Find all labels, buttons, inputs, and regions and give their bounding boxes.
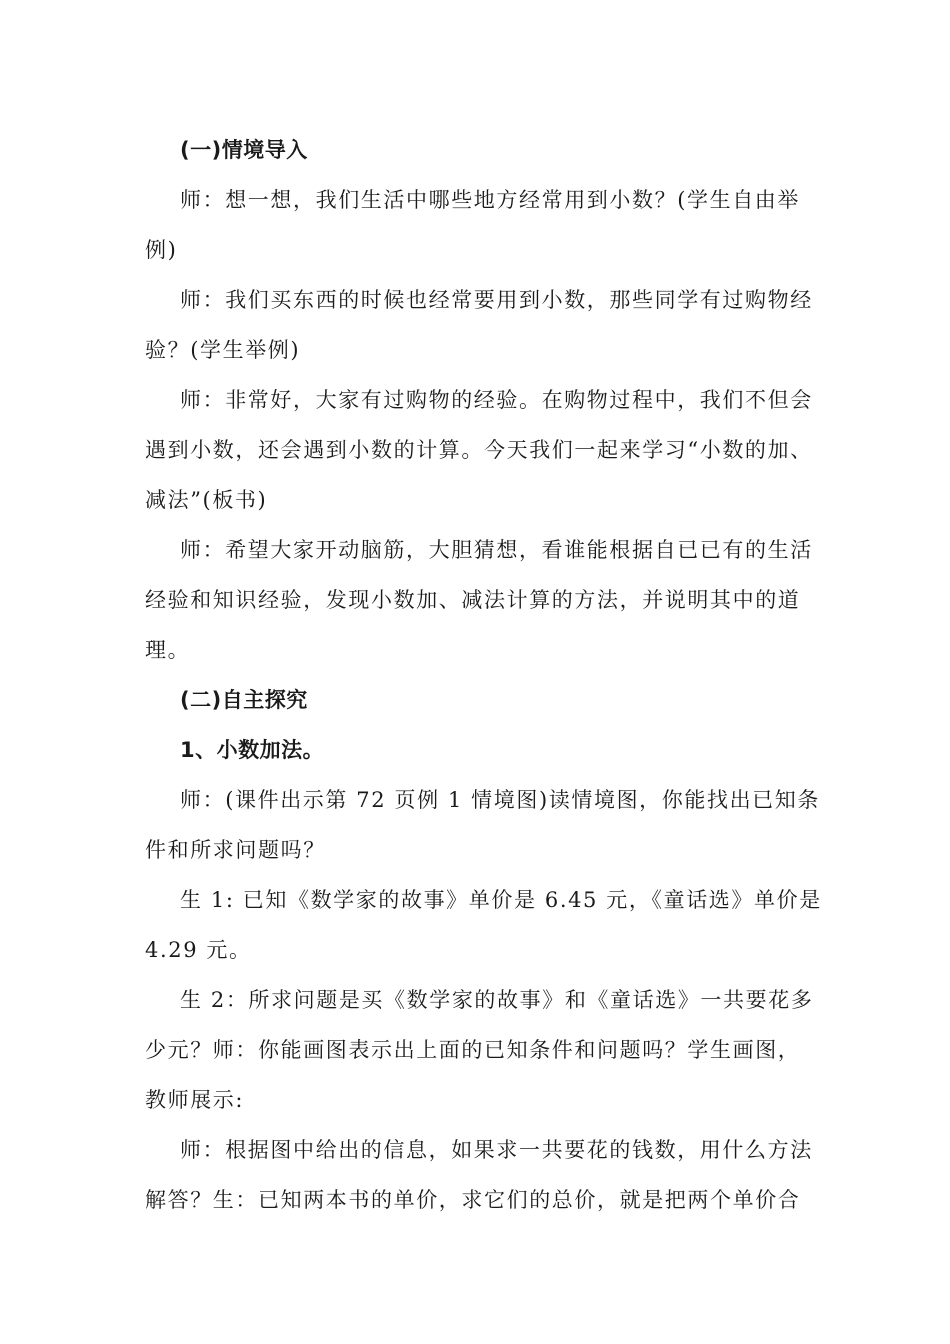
text-line: 遇到小数，还会遇到小数的计算。今天我们一起来学习“小数的加、 xyxy=(145,438,813,462)
text-line: 生 1: 已知《数学家的故事》单价是 6.45 元，《童话选》单价是 xyxy=(180,888,822,912)
document-page xyxy=(145,125,822,1225)
text-line: 少元？师：你能画图表示出上面的已知条件和问题吗？学生画图， xyxy=(145,1038,801,1062)
text-line: 教师展示: xyxy=(145,1088,245,1112)
paragraph xyxy=(145,275,813,375)
section-heading-explore: (二)自主探究 xyxy=(180,688,308,712)
text-line: 师：想一想，我们生活中哪些地方经常用到小数？(学生自由举 xyxy=(180,188,800,212)
paragraph xyxy=(145,775,820,875)
text-line: 师：希望大家开动脑筋，大胆猜想，看谁能根据自已已有的生活 xyxy=(180,538,813,562)
paragraph xyxy=(145,525,813,675)
text-line: 解答？生：已知两本书的单价，求它们的总价，就是把两个单价合 xyxy=(145,1188,801,1212)
text-line: 4.29 元。 xyxy=(145,938,252,962)
subsection-heading-addition: 1、小数加法。 xyxy=(180,738,325,762)
text-line: 经验和知识经验，发现小数加、减法计算的方法，并说明其中的道 xyxy=(145,588,801,612)
text-line: 师：(课件出示第 72 页例 1 情境图)读情境图，你能找出已知条 xyxy=(180,788,820,812)
text-line: 例) xyxy=(145,238,178,262)
text-line: 师：我们买东西的时候也经常要用到小数，那些同学有过购物经 xyxy=(180,288,813,312)
text-line: 验？(学生举例) xyxy=(145,338,301,362)
text-line: 师：非常好，大家有过购物的经验。在购物过程中，我们不但会 xyxy=(180,388,813,412)
paragraph xyxy=(145,175,810,275)
paragraph xyxy=(145,375,813,525)
text-line: 件和所求问题吗？ xyxy=(145,838,326,862)
text-line: 生 2：所求问题是买《数学家的故事》和《童话选》一共要花多 xyxy=(180,988,814,1012)
text-line: 减法”(板书) xyxy=(145,488,268,512)
paragraph xyxy=(145,975,814,1125)
paragraph xyxy=(145,1125,813,1225)
text-line: 理。 xyxy=(145,638,191,662)
paragraph xyxy=(145,875,822,975)
text-line: 师：根据图中给出的信息，如果求一共要花的钱数，用什么方法 xyxy=(180,1138,813,1162)
section-heading-intro: (一)情境导入 xyxy=(180,138,308,162)
